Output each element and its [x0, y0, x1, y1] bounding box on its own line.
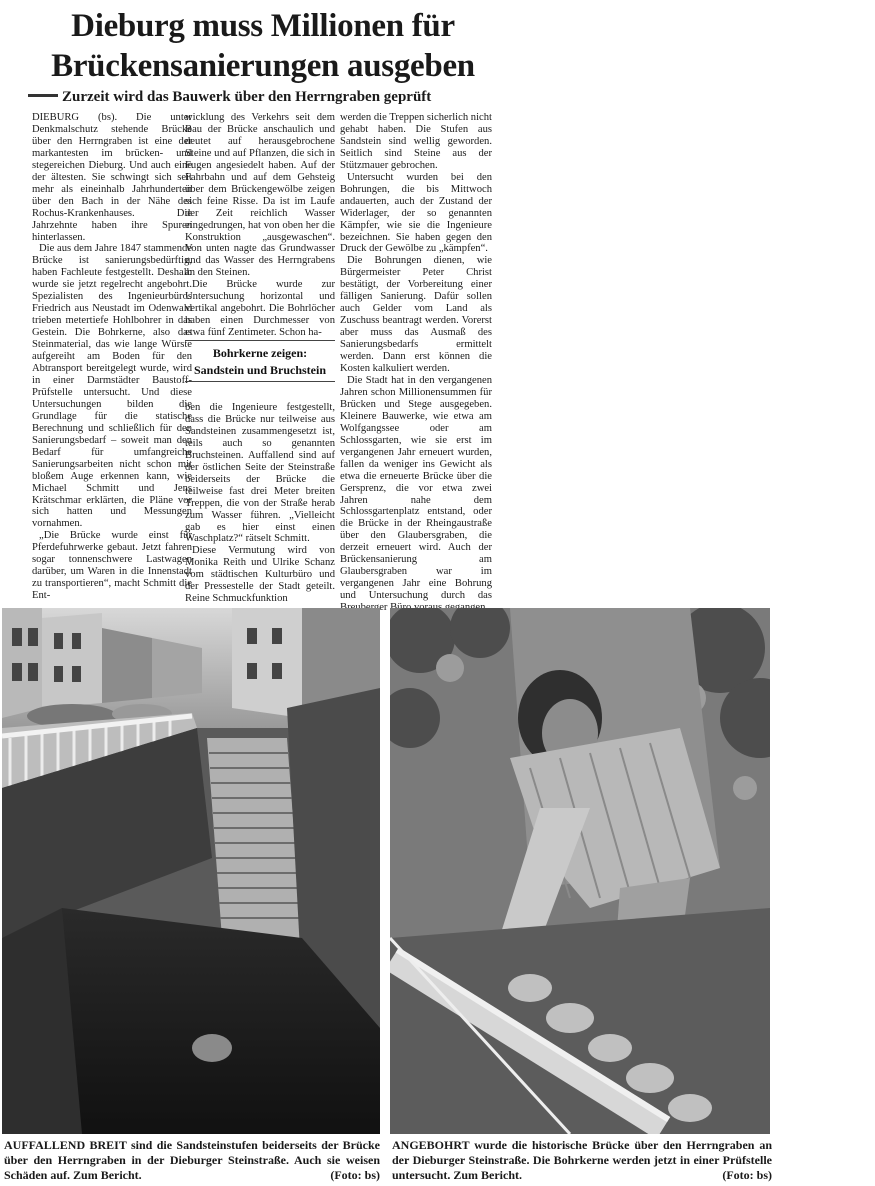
paragraph: Die aus dem Jahre 1847 stammende Brücke ist sanierungsbedürftig, haben Fachleute festgestellt. Deshalb wurde sie jetzt regelrecht angebohrt. Spezialisten des Ingenieurbüros Friedrich aus Neustadt im Odenwald trieben metertiefe Hohlbohrer in das Gestein. Die Bohrkerne, also das Steinmaterial, das wie lange Würste aufgereiht am Boden für den Abtransport bereitgelegt wurde, wird in einer Darmstädter Baustoff-Prüfstelle untersucht. Und diese Untersuchungen bilden die Grundlage für die statische Berechnung und schließlich für den Sanierungsbedarf – soweit man den Bedarf für umfangreiche Sanierungsarbeiten nicht schon mit bloßem Auge erkennen kann, wie Michael Schmitt und Jens Krätschmar erklärten, die Pläne vor sich hatten und Messungen vornahmen. — [32, 243, 192, 530]
headline-line-1: Dieburg muss Millionen für — [71, 8, 455, 44]
intertitle-line-1: Bohrkerne zeigen: — [212, 346, 308, 360]
headline — [28, 6, 498, 86]
caption-lead: AUFFALLEND BREIT — [4, 1138, 127, 1152]
subheadline: Zurzeit wird das Bauwerk über den Herrngraben geprüft — [62, 89, 432, 105]
article-column-3 — [340, 112, 492, 614]
paragraph: Die Stadt hat in den vergangenen Jahren schon Millionensummen für Brücken und Stege ausgegeben. Kleinere Bauwerke, wie etwa am Wolfgangssee oder am Schlossgarten, wie sie erst im vergangenen Jahr erneuert wurden, fallen da weniger ins Gewicht als etwa die erneuerte Brücke über die Gersprenz, die vor etwa zwei Jahren nahe dem Schlossgartenplatz entstand, oder die Brücke in der Rheingaustraße über den Glaubersgraben, die derzeit erneuert wird. Auch der Brückensanierung am Glaubersgraben war im vergangenen Jahr eine Bohrung und Untersuchung durch das — [340, 374, 492, 602]
paragraph: Die Brücke wurde zur Untersuchung horizontal und vertikal angebohrt. Die Bohrlöcher haben einen Durchmesser von etwa fünf Zentimeter. Schon ha- — [185, 279, 335, 339]
photo-drilling — [390, 608, 770, 1134]
paragraph: DIEBURG (bs). Die unter Denkmalschutz stehende Brücke über den Herrngraben ist eine der markantesten im brücken- und stegereichen Dieburg. Und auch eine der ältesten. Sie schwingt sich seit mehr als eineinhalb Jahrhunderten über den Bach in der Nähe des Rochus-Krankenhauses. Die Jahrzehnte haben ihre Spuren hinterlassen. — [32, 112, 192, 243]
photo-credit: (Foto: bs) — [330, 1168, 380, 1182]
subheadline-rule — [28, 94, 58, 97]
column-2-upper — [185, 112, 335, 339]
caption-lead: ANGEBOHRT — [392, 1138, 470, 1152]
paragraph: Diese Vermutung wird von Monika Reith und Ulrike Schanz vom städtischen Kulturbüro und der Pressestelle der Stadt geteilt. Reine Schmuckfunktion — [185, 545, 335, 605]
photo-caption-left — [4, 1138, 380, 1183]
paragraph: ben die Ingenieure festgestellt, dass die Brücke nur teilweise aus Sandsteinen zusammengesetzt ist, teils auch so genannten Bruchsteinen. Auffallend sind auf der östlichen Seite der Steinstraße beiderseits der Brücke die teilweise fast drei Meter breiten Treppen, die von der Straße herab zum Wasser führen. „Vielleicht gab es hier einst einen Waschplatz?“ rätselt Schmitt. — [185, 402, 335, 545]
paragraph: Untersucht wurden bei den Bohrungen, die bis Mittwoch andauerten, auch der Zustand der Widerlager, der so genannten Kämpfer, wie sie die Ingenieure bezeichnen. Sie haben gegen den Druck der Gewölbe zu „kämpfen“. — [340, 171, 492, 255]
paragraph: „Die Brücke wurde einst für Pferdefuhrwerke gebaut. Jetzt fahren sogar tonnenschwere Lastwagen darüber, um Waren in die Innenstadt zu transportieren“, macht Schmitt die Ent- — [32, 530, 192, 602]
caption-text: sind die Sandsteinstufen beiderseits der Brücke über den Herrngraben in der Dieburger Steinstraße. Auch sie weisen Schäden auf. Zum Bericht. — [4, 1138, 381, 1182]
column-2-lower — [185, 402, 335, 605]
paragraph: wicklung des Verkehrs seit dem Bau der Brücke anschaulich und deutet auf herausgebrochene Steine und auf Pflanzen, die sich in Fugen angesiedelt haben. Auf der Fahrbahn und auf dem Gehsteig über dem Brückengewölbe zeigen sich feine Risse. Da ist im Laufe der Zeit reichlich Wasser eingedrungen, hat von oben her die Konstruktion „ausgewaschen“. Von unten nagte das Grundwasser und das Wasser des Herrngrabens an den Steinen. — [185, 112, 335, 279]
photo-bridge-stairs — [2, 608, 380, 1134]
headline-line-2: Brückensanierungen ausgeben — [51, 48, 475, 84]
paragraph: Die Bohrungen dienen, wie Bürgermeister Peter Christ bestätigt, der Vorbereitung einer fälligen Sanierung. Dafür sollen auch Gelder vom Land als Zuschuss beantragt werden. Vorerst aber muss das Ausmaß des Sanierungsbedarfs ermittelt werden. Dann erst können die Kosten kalkuliert werden. — [340, 255, 492, 375]
photo-caption-right — [392, 1138, 772, 1183]
photo-drilling-image — [390, 608, 770, 1134]
intertitle-line-2: Sandstein und Bruchstein — [193, 363, 327, 377]
paragraph: werden die Treppen sicherlich nicht gehabt haben. Die Stufen aus Sandstein sind wellig geworden. Seitlich sind Steine aus der Stützmauer gebrochen. — [340, 112, 492, 171]
photo-credit: (Foto: bs) — [722, 1168, 772, 1182]
photo-bridge-stairs-image — [2, 608, 380, 1134]
article-column-1 — [32, 112, 192, 602]
caption-text: wurde die historische Brücke über den Herrngraben an der Dieburger Steinstraße. Die Bohrkerne werden jetzt in einer Prüfstelle untersucht. Zum Bericht. — [392, 1138, 772, 1182]
intertitle — [185, 340, 335, 382]
